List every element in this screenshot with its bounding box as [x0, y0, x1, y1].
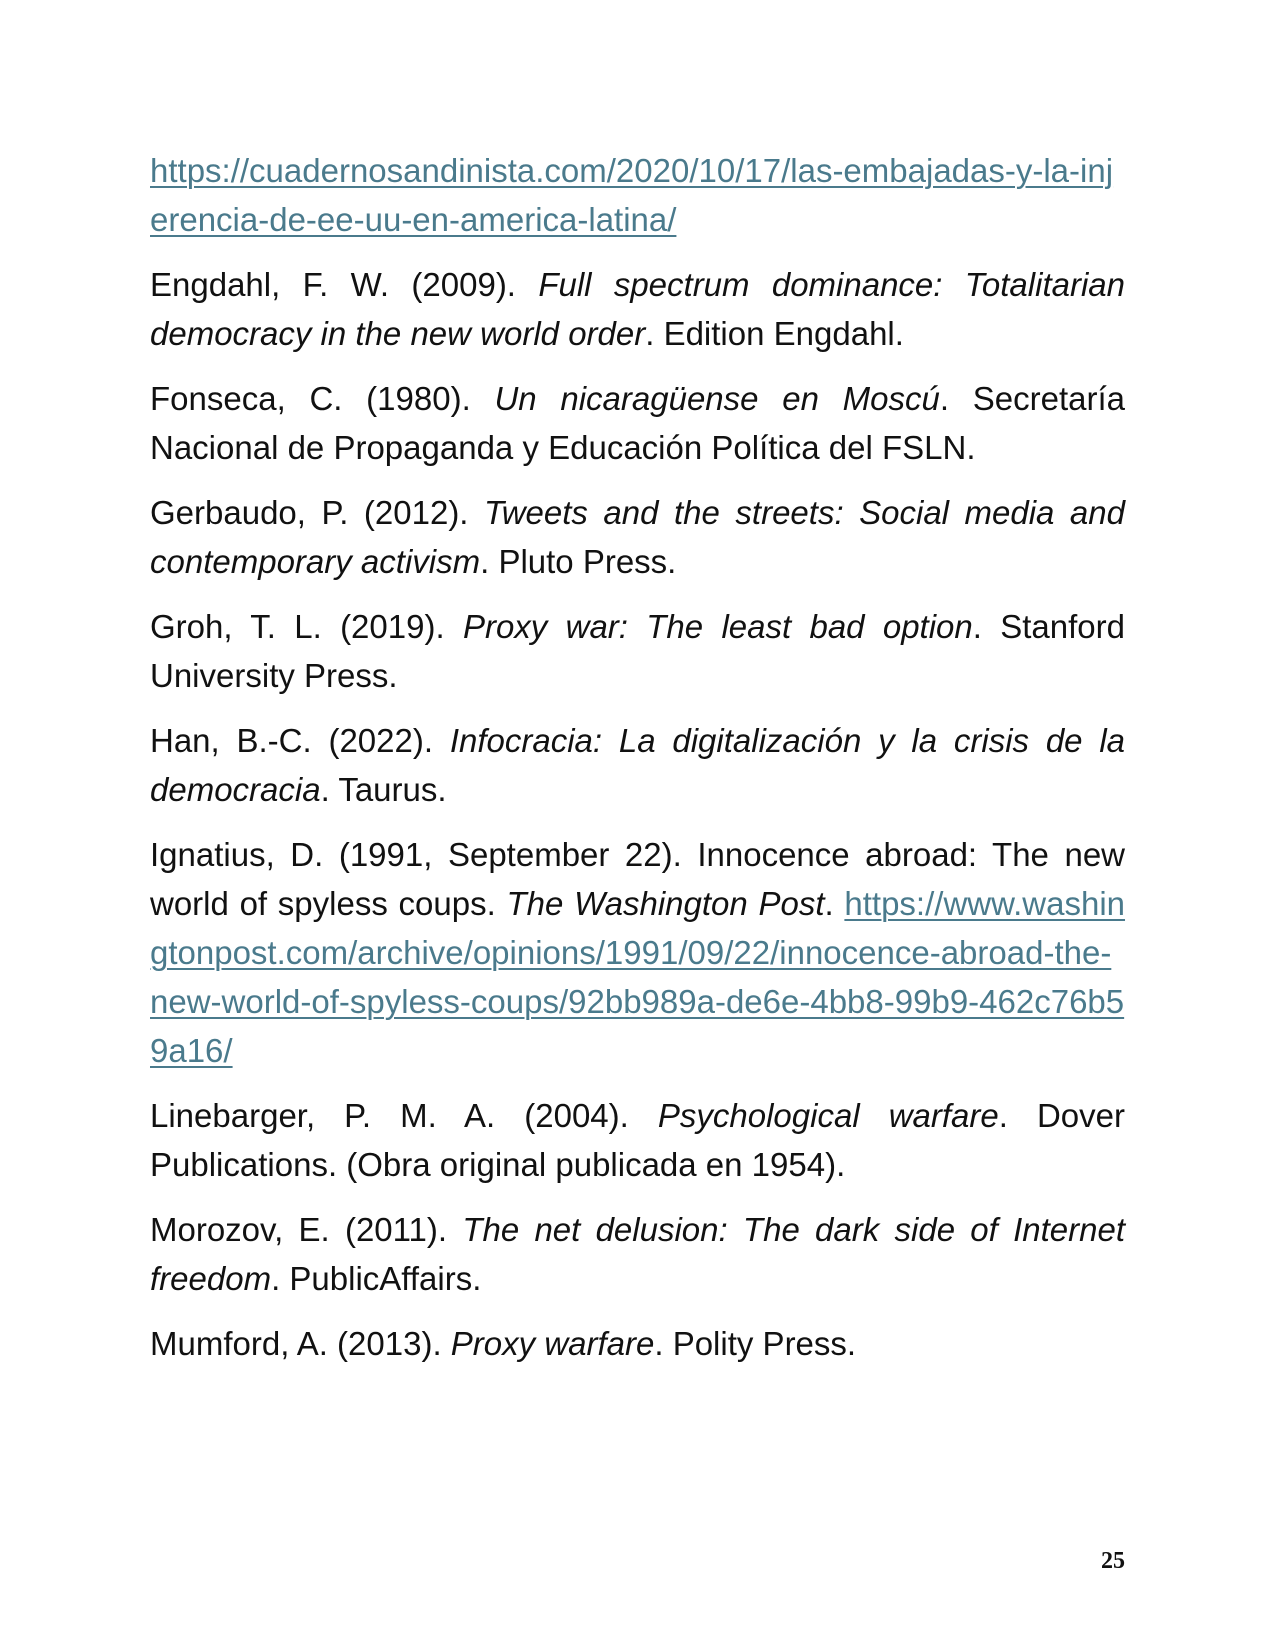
reference-item	[150, 260, 1125, 358]
reference-item	[150, 1091, 1125, 1189]
reference-publisher: . Polity Press.	[654, 1325, 857, 1362]
reference-author-year: Han, B.-C. (2022).	[150, 722, 450, 759]
reference-author-year: Gerbaudo, P. (2012).	[150, 494, 484, 531]
reference-title: Tweets and the streets: Social media and contemporary activism	[150, 494, 1125, 580]
reference-title: Full spectrum dominance: Totalitarian democracy in the new world order	[150, 266, 1125, 352]
reference-link[interactable]: https://www.washingtonpost.com/archive/opinions/1991/09/22/innocence-abroad-the-new-world-of-spyless-coups/92bb989a-de6e-4bb8-99b9-462c76b59a16/	[150, 885, 1126, 1069]
reference-author-year: Groh, T. L. (2019).	[150, 608, 463, 645]
reference-title: The Washington Post	[506, 885, 825, 922]
reference-title: The net delusion: The dark side of Internet freedom	[150, 1211, 1125, 1297]
reference-publisher: . Dover Publications. (Obra original publicada en 1954).	[150, 1097, 1125, 1183]
reference-title: Psychological warfare	[657, 1097, 999, 1134]
page-number: 25	[1101, 1548, 1125, 1574]
reference-item	[150, 1319, 1125, 1368]
reference-author-year: Ignatius, D. (1991, September 22). Innocence abroad: The new world of spyless coups.	[150, 836, 1125, 922]
reference-title: Proxy war: The least bad option	[462, 608, 973, 645]
reference-publisher: . PublicAffairs.	[271, 1260, 482, 1297]
reference-publisher: . Taurus.	[320, 771, 447, 808]
reference-item	[150, 146, 1125, 244]
reference-author-year: Fonseca, C. (1980).	[150, 380, 495, 417]
reference-title: Infocracia: La digitalización y la crisis de la democracia	[150, 722, 1125, 808]
reference-item	[150, 1205, 1125, 1303]
reference-publisher: . Secretaría Nacional de Propaganda y Educación Política del FSLN.	[150, 380, 1125, 466]
reference-item	[150, 830, 1125, 1075]
reference-list	[150, 146, 1125, 1384]
reference-item	[150, 716, 1125, 814]
reference-publisher: . Pluto Press.	[480, 543, 677, 580]
reference-title: Proxy warfare	[450, 1325, 655, 1362]
reference-publisher: . Edition Engdahl.	[645, 315, 904, 352]
reference-author-year: Morozov, E. (2011).	[150, 1211, 463, 1248]
reference-item	[150, 374, 1125, 472]
reference-item	[150, 488, 1125, 586]
reference-author-year: Mumford, A. (2013).	[150, 1325, 451, 1362]
reference-publisher: . Stanford University Press.	[150, 608, 1125, 694]
reference-publisher: .	[824, 885, 845, 922]
reference-title: Un nicaragüense en Moscú	[494, 380, 940, 417]
reference-author-year: Linebarger, P. M. A. (2004).	[150, 1097, 658, 1134]
reference-author-year: Engdahl, F. W. (2009).	[150, 266, 539, 303]
reference-link[interactable]: https://cuadernosandinista.com/2020/10/17/las-embajadas-y-la-injerencia-de-ee-uu-en-america-latina/	[150, 152, 1114, 238]
reference-item	[150, 602, 1125, 700]
